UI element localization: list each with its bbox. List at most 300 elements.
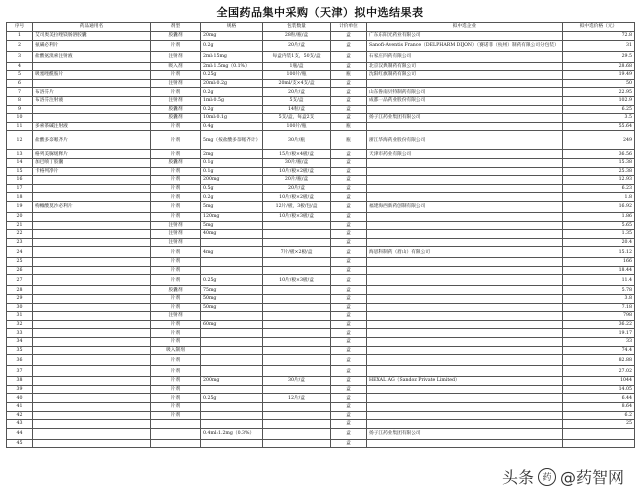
table-cell — [151, 439, 201, 448]
table-cell: 片剂 — [151, 88, 201, 97]
table-cell: 盒 — [331, 201, 367, 212]
table-cell: 10片/板×3板/盒 — [263, 212, 331, 221]
table-cell: 0.25g — [201, 275, 263, 286]
table-cell: Sanofi-Aventis France（DELPHARM DIJON）（赛诺菲（杭州）制药有限公司分包装） — [367, 40, 563, 51]
table-cell: 盒 — [331, 403, 367, 412]
table-cell: 120mg — [201, 212, 263, 221]
table-cell: 38 — [7, 377, 33, 386]
table-cell — [33, 394, 151, 403]
table-row — [7, 122, 635, 131]
table-cell: 盒 — [331, 266, 367, 275]
table-cell: 20.4 — [563, 238, 635, 247]
table-cell: 胶囊剂 — [151, 158, 201, 167]
table-cell: 成都一品药业股份有限公司 — [367, 96, 563, 105]
table-cell: 吸入制剂 — [151, 346, 201, 355]
table-cell — [33, 105, 151, 114]
table-cell: 片剂 — [151, 40, 201, 51]
table-cell: 盒 — [331, 184, 367, 193]
table-cell: 瓶 — [331, 131, 367, 150]
table-cell: 1ml:0.5g — [201, 96, 263, 105]
table-cell: 14粒/盒 — [263, 105, 331, 114]
table-cell — [201, 338, 263, 347]
table-cell: 5mg（按盐酸多奈哌齐计） — [201, 131, 263, 150]
table-cell: 23 — [7, 238, 33, 247]
table-cell: 20片/瓶/盒 — [263, 176, 331, 185]
table-cell: 0.5g — [201, 184, 263, 193]
table-cell — [367, 312, 563, 321]
table-cell: 10片/板×2板/盒 — [263, 167, 331, 176]
table-cell: 15.38 — [563, 158, 635, 167]
table-cell: 每盒内装1支，50支/盒 — [263, 51, 331, 62]
table-cell: 45 — [7, 439, 33, 448]
table-cell — [33, 346, 151, 355]
table-cell: 片剂 — [151, 247, 201, 258]
table-cell: 15片/板×4板/盒 — [263, 150, 331, 159]
table-cell: 32 — [7, 320, 33, 329]
table-cell: 22.95 — [563, 88, 635, 97]
table-cell: 片剂 — [151, 266, 201, 275]
table-cell: 35 — [7, 346, 33, 355]
table-row — [7, 266, 635, 275]
table-cell — [367, 176, 563, 185]
table-cell: 102.9 — [563, 96, 635, 105]
table-cell — [201, 355, 263, 366]
table-cell: 34 — [7, 338, 33, 347]
table-cell — [201, 403, 263, 412]
table-cell — [33, 176, 151, 185]
table-cell — [201, 346, 263, 355]
table-cell: 注射剂 — [151, 230, 201, 239]
table-cell: 注射剂 — [151, 96, 201, 105]
table-cell: 注射剂 — [151, 221, 201, 230]
table-cell: 22 — [7, 230, 33, 239]
table-cell: 0.1g — [201, 158, 263, 167]
table-cell: 瓶 — [331, 71, 367, 80]
table-cell — [263, 420, 331, 429]
table-cell: 14 — [7, 158, 33, 167]
table-cell: 36.56 — [563, 150, 635, 159]
table-cell: 41 — [7, 403, 33, 412]
table-cell: 28 — [7, 286, 33, 295]
table-cell: 28.68 — [563, 62, 635, 71]
header-cell: 药品通用名 — [33, 23, 151, 32]
header-cell: 剂型 — [151, 23, 201, 32]
table-cell: 24 — [7, 247, 33, 258]
table-cell: 盒 — [331, 295, 367, 304]
table-cell: 盒 — [331, 346, 367, 355]
table-cell: 3.5 — [563, 114, 635, 123]
table-cell: 21 — [7, 221, 33, 230]
table-cell: 盒 — [331, 167, 367, 176]
table-cell: 50mg — [201, 295, 263, 304]
table-row — [7, 394, 635, 403]
table-cell: 盒 — [331, 286, 367, 295]
table-cell — [263, 385, 331, 394]
table-cell: 29.5 — [563, 51, 635, 62]
table-cell: 16 — [7, 176, 33, 185]
table-cell: 12 — [7, 131, 33, 150]
table-cell: 注射剂 — [151, 51, 201, 62]
table-cell: 片剂 — [151, 212, 201, 221]
table-cell: 42 — [7, 411, 33, 420]
table-cell — [263, 258, 331, 267]
table-cell: 盐酸多奈哌齐片 — [33, 131, 151, 150]
table-cell — [33, 79, 151, 88]
header-cell: 拟中选价格（元） — [563, 23, 635, 32]
table-cell: 36.22 — [563, 320, 635, 329]
table-cell — [367, 266, 563, 275]
table-cell: 72.8 — [563, 32, 635, 41]
table-cell: 注射剂 — [151, 238, 201, 247]
table-header — [7, 23, 635, 32]
table-row — [7, 355, 635, 366]
table-cell: 盒 — [331, 32, 367, 41]
table-cell — [367, 193, 563, 202]
header-row — [7, 23, 635, 32]
table-cell — [33, 114, 151, 123]
table-row — [7, 428, 635, 439]
table-row — [7, 131, 635, 150]
table-cell: 片剂 — [151, 329, 201, 338]
table-row — [7, 439, 635, 448]
table-cell: 片剂 — [151, 150, 201, 159]
table-cell — [367, 295, 563, 304]
table-cell — [367, 158, 563, 167]
results-table — [6, 22, 635, 448]
table-cell — [33, 403, 151, 412]
table-row — [7, 312, 635, 321]
table-cell — [33, 247, 151, 258]
table-cell: 胶囊剂 — [151, 286, 201, 295]
table-cell — [33, 275, 151, 286]
table-cell: 卡格列净片 — [33, 167, 151, 176]
table-row — [7, 238, 635, 247]
table-cell — [563, 439, 635, 448]
table-cell: 盒 — [331, 385, 367, 394]
table-cell: 盒 — [331, 230, 367, 239]
table-cell: 5mg — [201, 221, 263, 230]
table-cell: 36 — [7, 355, 33, 366]
table-cell: 6.2 — [563, 411, 635, 420]
table-cell: 片剂 — [151, 411, 201, 420]
table-cell — [33, 62, 151, 71]
table-cell — [33, 266, 151, 275]
table-cell: 盒 — [331, 238, 367, 247]
table-cell: 1044 — [563, 377, 635, 386]
table-cell — [367, 355, 563, 366]
table-cell — [263, 403, 331, 412]
watermark-prefix: 头条 — [501, 468, 534, 487]
table-cell: 16.92 — [563, 201, 635, 212]
table-cell: 注射剂 — [151, 79, 201, 88]
table-cell: 片剂 — [151, 176, 201, 185]
table-cell — [33, 221, 151, 230]
table-cell: 注射剂 — [151, 312, 201, 321]
table-cell: 50 — [563, 79, 635, 88]
table-cell — [201, 411, 263, 420]
table-cell: 片剂 — [151, 303, 201, 312]
table-cell — [263, 346, 331, 355]
table-cell — [367, 420, 563, 429]
page-title: 全国药品集中采购（天津）拟中选结果表 — [216, 6, 424, 19]
table-cell: 17 — [7, 184, 33, 193]
table-row — [7, 329, 635, 338]
table-cell: 盒 — [331, 51, 367, 62]
table-row — [7, 184, 635, 193]
table-cell: 盒 — [331, 105, 367, 114]
table-cell: 山东鲁南贝特制药有限公司 — [367, 88, 563, 97]
table-cell: 19.49 — [563, 71, 635, 80]
table-cell — [263, 355, 331, 366]
table-cell: 12片/盒 — [263, 394, 331, 403]
table-row — [7, 212, 635, 221]
table-cell: 盒 — [331, 329, 367, 338]
table-cell — [367, 167, 563, 176]
table-cell: 盒 — [331, 366, 367, 377]
table-cell: 5.78 — [563, 286, 635, 295]
table-cell — [263, 338, 331, 347]
table-cell — [33, 338, 151, 347]
table-cell: 0.4g — [201, 122, 263, 131]
table-cell: 片剂 — [151, 131, 201, 150]
table-row — [7, 221, 635, 230]
logo-icon: 药 — [538, 468, 556, 486]
table-cell — [263, 366, 331, 377]
table-cell — [201, 385, 263, 394]
table-cell — [367, 439, 563, 448]
table-cell: 4 — [7, 62, 33, 71]
table-cell: 29 — [7, 295, 33, 304]
table-cell — [33, 184, 151, 193]
table-cell: 14.05 — [563, 385, 635, 394]
table-cell: 25 — [7, 258, 33, 267]
table-row — [7, 176, 635, 185]
table-cell — [367, 394, 563, 403]
table-cell: 5.65 — [563, 221, 635, 230]
table-row — [7, 247, 635, 258]
table-cell: 盒 — [331, 176, 367, 185]
table-cell: 6 — [7, 79, 33, 88]
table-cell — [263, 295, 331, 304]
table-cell: 广东东阳光药业有限公司 — [367, 32, 563, 41]
table-cell — [33, 230, 151, 239]
table-cell: 盒 — [331, 258, 367, 267]
table-cell: 20ml:0.2g — [201, 79, 263, 88]
table-cell: 片剂 — [151, 394, 201, 403]
table-cell: 6.23 — [563, 184, 635, 193]
table-cell: 天津市药业有限公司 — [367, 150, 563, 159]
table-cell — [263, 230, 331, 239]
table-cell: 75mg — [201, 286, 263, 295]
table-cell: 片剂 — [151, 366, 201, 377]
table-cell: 39 — [7, 385, 33, 394]
table-cell: 20ml/支×4支/盒 — [263, 79, 331, 88]
table-cell — [33, 439, 151, 448]
table-cell — [201, 266, 263, 275]
table-cell — [201, 238, 263, 247]
table-cell: 加巴喷丁胶囊 — [33, 158, 151, 167]
table-body — [7, 32, 635, 448]
table-cell — [201, 258, 263, 267]
table-row — [7, 275, 635, 286]
table-row — [7, 79, 635, 88]
table-row — [7, 105, 635, 114]
table-cell: 0.25g — [201, 394, 263, 403]
table-cell — [201, 366, 263, 377]
table-row — [7, 88, 635, 97]
table-cell: 6.25 — [563, 105, 635, 114]
table-cell: 40 — [7, 394, 33, 403]
table-row — [7, 32, 635, 41]
table-cell: 片剂 — [151, 275, 201, 286]
table-cell — [263, 221, 331, 230]
table-row — [7, 258, 635, 267]
table-cell: 片剂 — [151, 403, 201, 412]
table-cell — [33, 355, 151, 366]
table-cell: 1.86 — [563, 212, 635, 221]
header-cell: 计价单位 — [331, 23, 367, 32]
table-cell — [263, 439, 331, 448]
table-cell: 10片/板×3板/盒 — [263, 275, 331, 286]
table-cell: 盒 — [331, 394, 367, 403]
table-cell: 沈阳红旗制药有限公司 — [367, 71, 563, 80]
table-cell: 盒 — [331, 439, 367, 448]
table-cell: 盒 — [331, 312, 367, 321]
table-cell: 50mg — [201, 303, 263, 312]
table-row — [7, 286, 635, 295]
table-cell: 盒 — [331, 275, 367, 286]
table-cell: 盒 — [331, 377, 367, 386]
table-cell: 2ml:15mg — [201, 51, 263, 62]
table-cell: 盒 — [331, 320, 367, 329]
table-cell: 31 — [563, 40, 635, 51]
table-cell: 盒 — [331, 150, 367, 159]
table-cell — [33, 312, 151, 321]
table-cell: 盒 — [331, 96, 367, 105]
table-cell: 片剂 — [151, 355, 201, 366]
table-cell: 盒 — [331, 420, 367, 429]
table-cell — [367, 230, 563, 239]
table-cell — [367, 346, 563, 355]
table-cell: 盒 — [331, 247, 367, 258]
table-cell: 片剂 — [151, 193, 201, 202]
table-row — [7, 96, 635, 105]
table-cell: 盒 — [331, 338, 367, 347]
table-cell: 布洛芬片 — [33, 88, 151, 97]
table-cell: 15 — [7, 167, 33, 176]
table-cell: 30片/瓶 — [263, 131, 331, 150]
table-cell — [151, 428, 201, 439]
table-cell — [263, 266, 331, 275]
table-row — [7, 377, 635, 386]
table-row — [7, 338, 635, 347]
table-row — [7, 114, 635, 123]
table-cell: 11.4 — [563, 275, 635, 286]
header-cell: 包装数量 — [263, 23, 331, 32]
table-row — [7, 201, 635, 212]
table-cell: 30片/瓶/盒 — [263, 158, 331, 167]
table-cell: 5支/盒 — [263, 96, 331, 105]
table-cell — [263, 320, 331, 329]
table-cell: 40mg — [201, 230, 263, 239]
table-cell: 盒 — [331, 158, 367, 167]
table-cell: 盒 — [331, 114, 367, 123]
header-cell: 规格 — [201, 23, 263, 32]
table-cell: 盒 — [331, 193, 367, 202]
table-cell — [33, 428, 151, 439]
table-cell: 60mg — [201, 320, 263, 329]
table-cell: 18 — [7, 193, 33, 202]
table-cell: 片剂 — [151, 167, 201, 176]
table-cell: 25.38 — [563, 167, 635, 176]
table-cell: 艾司奥美拉唑镁肠溶胶囊 — [33, 32, 151, 41]
table-cell: 200mg — [201, 377, 263, 386]
table-cell: 1.35 — [563, 230, 635, 239]
table-cell — [367, 329, 563, 338]
table-cell — [263, 411, 331, 420]
table-cell: 0.4ml:1.2mg（0.3%） — [201, 428, 263, 439]
table-cell: 石家庄四药有限公司 — [367, 51, 563, 62]
table-cell — [367, 303, 563, 312]
table-cell — [367, 411, 563, 420]
table-row — [7, 62, 635, 71]
table-cell — [263, 312, 331, 321]
table-cell: 27 — [7, 275, 33, 286]
table-cell — [33, 303, 151, 312]
table-row — [7, 295, 635, 304]
table-row — [7, 51, 635, 62]
table-cell: 33 — [563, 338, 635, 347]
table-cell: 7片/板×2板/盒 — [263, 247, 331, 258]
table-cell — [367, 338, 563, 347]
table-cell: 片剂 — [151, 385, 201, 394]
table-cell: 20mg — [201, 32, 263, 41]
table-cell: 0.25g — [201, 71, 263, 80]
table-cell: 249 — [563, 131, 635, 150]
table-cell: 片剂 — [151, 71, 201, 80]
table-cell — [33, 238, 151, 247]
table-cell: 布洛芬注射液 — [33, 96, 151, 105]
table-cell: 100片/瓶 — [263, 71, 331, 80]
table-cell: 吸入剂 — [151, 62, 201, 71]
table-cell — [33, 420, 151, 429]
table-cell — [33, 377, 151, 386]
table-cell: 5mg — [201, 201, 263, 212]
table-cell: 20片/盒 — [263, 88, 331, 97]
table-cell — [263, 238, 331, 247]
table-cell: 4mg — [201, 247, 263, 258]
table-cell: 11 — [7, 122, 33, 131]
table-cell: 片剂 — [151, 201, 201, 212]
table-cell — [367, 403, 563, 412]
table-cell: 盒 — [331, 40, 367, 51]
table-cell: 15.12 — [563, 247, 635, 258]
table-cell: 55.64 — [563, 122, 635, 131]
table-cell: 3 — [7, 51, 33, 62]
table-cell: 10ml:0.1g — [201, 114, 263, 123]
table-cell: 福建海西新药创制有限公司 — [367, 201, 563, 212]
table-cell: 12片/板，3板/包/盒 — [263, 201, 331, 212]
table-cell: 798 — [563, 312, 635, 321]
table-cell: 盒 — [331, 212, 367, 221]
table-cell: 30 — [7, 303, 33, 312]
table-cell — [263, 329, 331, 338]
table-row — [7, 385, 635, 394]
table-cell: 2mg — [201, 150, 263, 159]
table-cell — [263, 286, 331, 295]
table-cell: 20片/盒 — [263, 40, 331, 51]
table-cell: 枸橼酸莫沙必利片 — [33, 201, 151, 212]
